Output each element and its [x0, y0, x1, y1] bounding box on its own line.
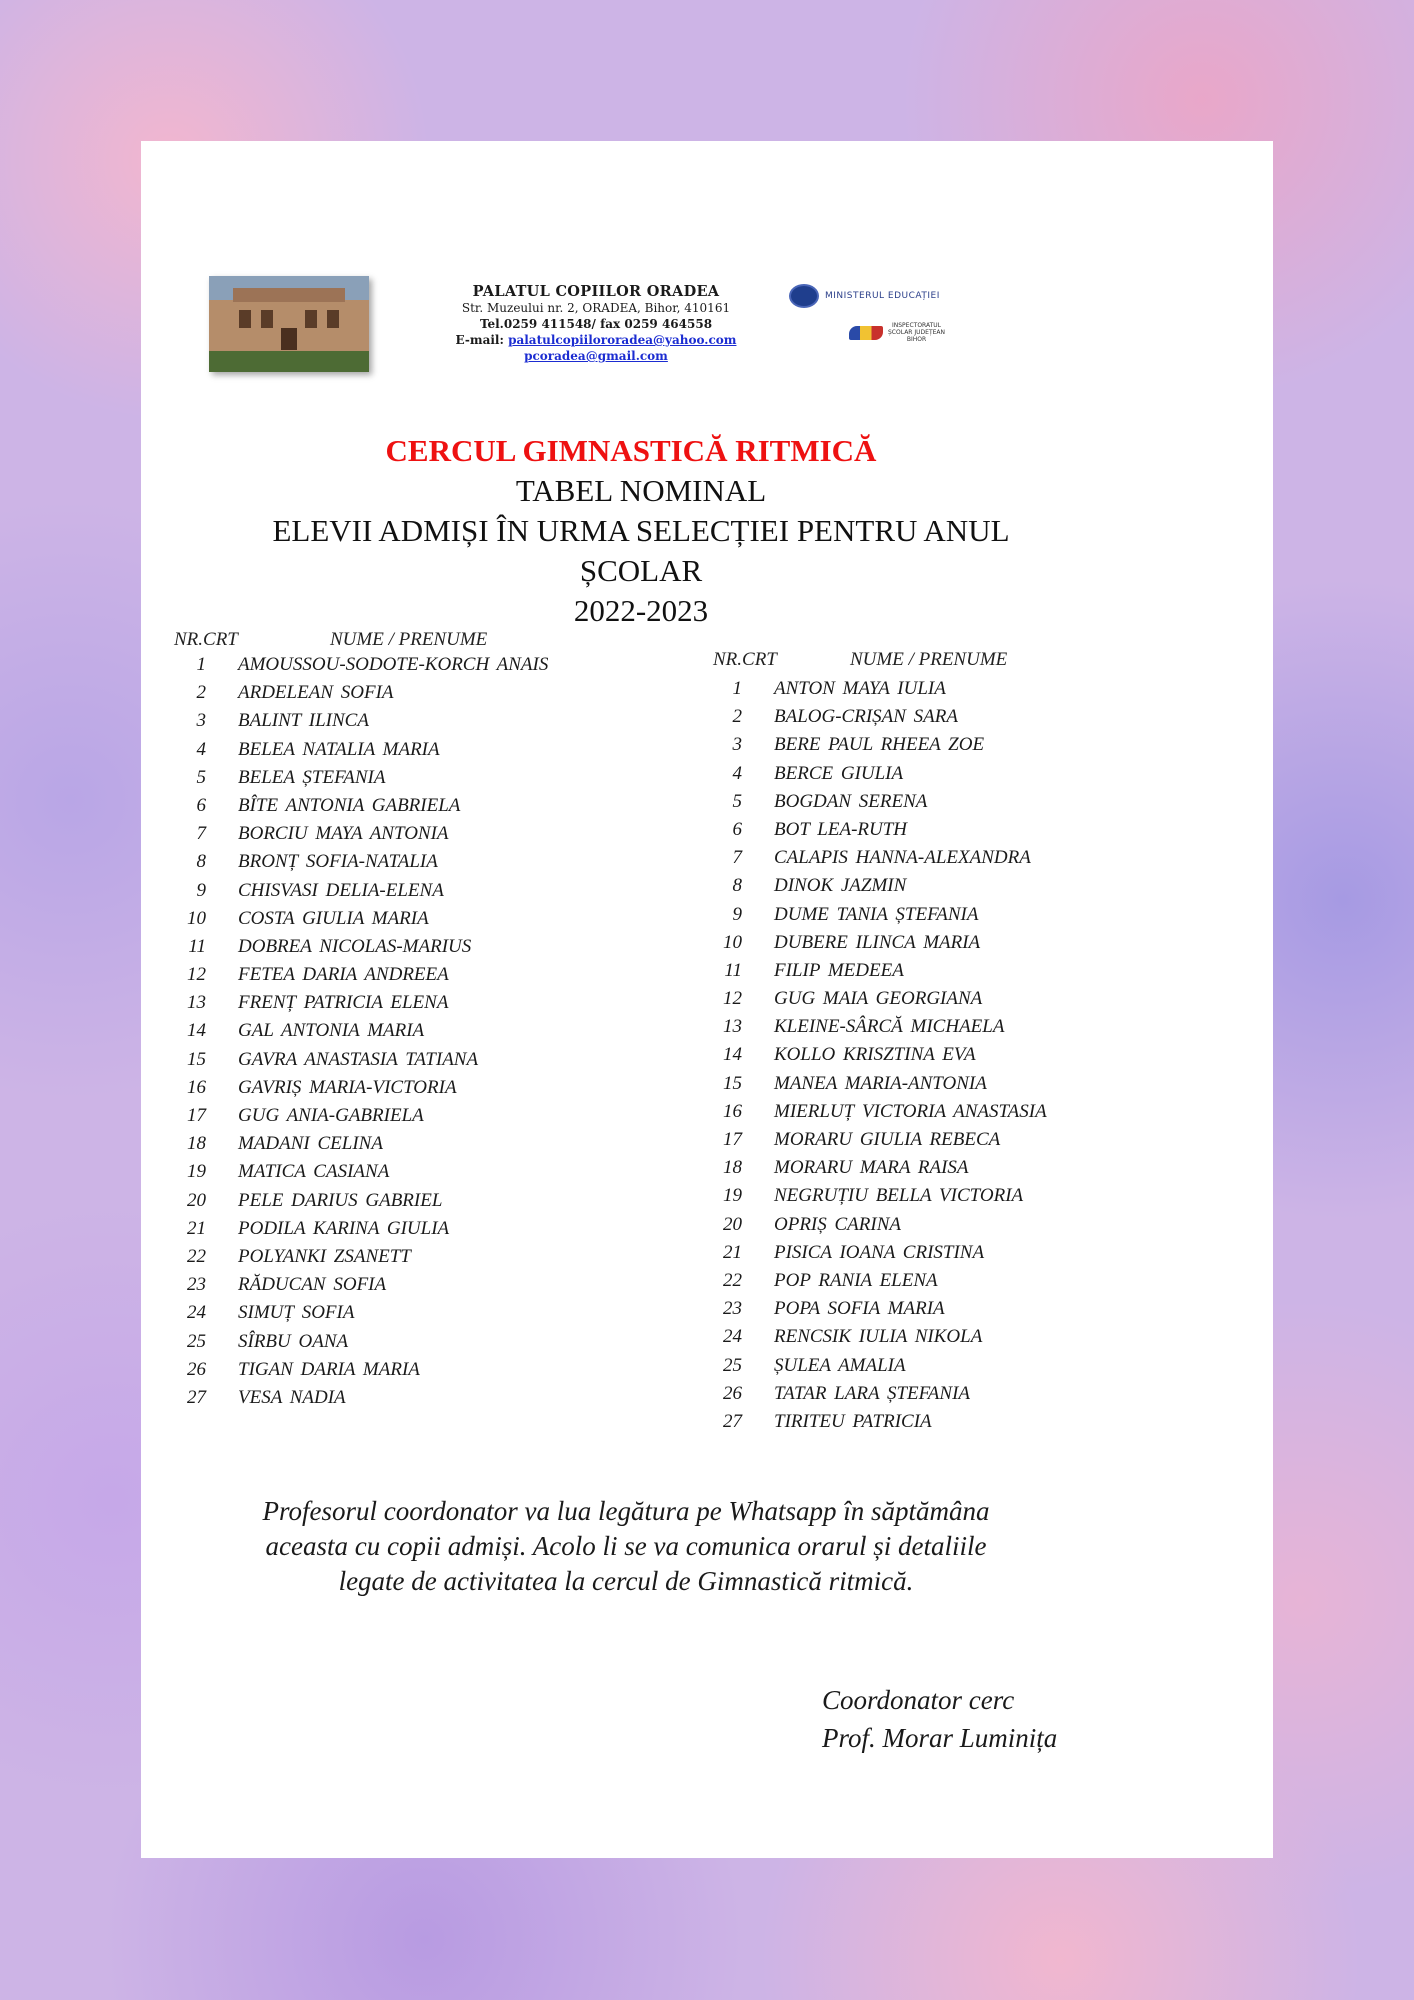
student-name: BERCE GIULIA [774, 762, 904, 784]
student-row [166, 1302, 686, 1330]
student-row [702, 1185, 1222, 1213]
row-number: 24 [723, 1326, 742, 1348]
student-row [166, 936, 686, 964]
row-number: 4 [732, 762, 742, 784]
title-line1: TABEL NOMINAL [515, 473, 767, 508]
inspectorate-line2: ȘCOLAR JUDEȚEAN [888, 329, 946, 336]
note-line3: legate de activitatea la cercul de Gimnastică ritmică. [338, 1566, 914, 1596]
student-row [166, 654, 686, 682]
student-row [166, 767, 686, 795]
row-number: 15 [187, 1048, 206, 1070]
student-name: ȘULEA AMALIA [774, 1354, 906, 1376]
student-name: MATICA CASIANA [238, 1161, 390, 1183]
coordinator-note [201, 1494, 1051, 1599]
student-row [702, 875, 1222, 903]
org-address: Str. Muzeului nr. 2, ORADEA, Bihor, 410161 [461, 301, 731, 315]
student-row [166, 851, 686, 879]
row-number: 11 [724, 959, 742, 981]
student-row [702, 1355, 1222, 1383]
row-number: 8 [732, 875, 742, 897]
row-number: 23 [187, 1274, 206, 1296]
student-row [702, 1157, 1222, 1185]
row-number: 21 [723, 1241, 742, 1263]
student-row [702, 1242, 1222, 1270]
student-name: GAL ANTONIA MARIA [238, 1020, 425, 1042]
row-number: 18 [187, 1133, 206, 1155]
row-number: 17 [723, 1129, 742, 1150]
row-number: 11 [188, 935, 206, 957]
student-row [166, 1020, 686, 1048]
student-name: BALINT ILINCA [238, 710, 369, 732]
student-name: ARDELEAN SOFIA [238, 682, 394, 704]
row-number: 1 [732, 678, 742, 699]
note-line2: aceasta cu copii admiși. Acolo li se va comunica orarul și detaliile [265, 1531, 987, 1561]
student-name: POLYANKI ZSANETT [238, 1245, 411, 1267]
student-name: TIRITEU PATRICIA [774, 1410, 932, 1432]
student-row [166, 880, 686, 908]
row-number: 20 [187, 1189, 206, 1211]
right-header-nr: NR.CRT [713, 649, 777, 670]
student-row [166, 1331, 686, 1359]
row-number: 3 [732, 734, 742, 756]
student-row [166, 1049, 686, 1077]
row-number: 10 [723, 931, 742, 953]
row-number: 14 [723, 1044, 742, 1066]
student-name: BOT LEA-RUTH [774, 818, 908, 840]
student-row [166, 682, 686, 710]
student-name: CHISVASI DELIA-ELENA [238, 879, 444, 901]
student-name: GUG ANIA-GABRIELA [238, 1105, 424, 1126]
letterhead [209, 276, 969, 386]
student-name: BELEA ȘTEFANIA [238, 766, 386, 788]
student-row [702, 791, 1222, 819]
student-row [166, 964, 686, 992]
student-name: SIMUȚ SOFIA [238, 1302, 355, 1324]
student-name: VESA NADIA [238, 1386, 346, 1408]
student-row [166, 1077, 686, 1105]
title-line3: ȘCOLAR [579, 553, 703, 588]
student-name: BOGDAN SERENA [774, 790, 928, 812]
row-number: 14 [187, 1020, 206, 1042]
email-link-gmail[interactable]: pcoradea@gmail.com [524, 349, 668, 363]
title-year: 2022-2023 [573, 593, 709, 628]
row-number: 12 [187, 964, 206, 986]
student-name: FETEA DARIA ANDREEA [238, 964, 449, 986]
student-row [166, 710, 686, 738]
row-number: 5 [196, 766, 206, 788]
row-number: 4 [196, 738, 206, 760]
student-name: GUG MAIA GEORGIANA [774, 988, 983, 1010]
student-name: RENCSIK IULIA NIKOLA [774, 1326, 983, 1348]
row-number: 2 [196, 682, 206, 704]
student-name: DUME TANIA ȘTEFANIA [774, 903, 979, 925]
row-number: 19 [723, 1185, 742, 1207]
row-number: 10 [187, 907, 206, 929]
student-name: FILIP MEDEEA [774, 959, 904, 981]
row-number: 17 [187, 1105, 206, 1126]
student-name: KOLLO KRISZTINA EVA [774, 1044, 976, 1066]
student-name: MORARU GIULIA REBECA [774, 1129, 1001, 1150]
student-name: COSTA GIULIA MARIA [238, 907, 429, 929]
row-number: 26 [187, 1358, 206, 1380]
student-row [702, 932, 1222, 960]
building-photo [209, 276, 369, 372]
signature-role: Coordonator cerc [822, 1685, 1015, 1715]
row-number: 12 [723, 988, 742, 1010]
student-row [166, 823, 686, 851]
row-number: 27 [187, 1386, 206, 1408]
row-number: 25 [187, 1330, 206, 1352]
student-row [166, 1218, 686, 1246]
signature-name: Prof. Morar Luminița [822, 1723, 1058, 1753]
student-row [702, 1411, 1222, 1439]
row-number: 19 [187, 1161, 206, 1183]
student-name: MORARU MARA RAISA [774, 1157, 969, 1179]
row-number: 7 [196, 823, 206, 845]
student-row [702, 904, 1222, 932]
student-row [702, 1044, 1222, 1072]
document-titles [141, 431, 1141, 631]
student-name: BÎTE ANTONIA GABRIELA [238, 794, 461, 816]
student-row [166, 1105, 686, 1133]
row-number: 9 [196, 879, 206, 901]
student-row [166, 1190, 686, 1218]
student-row [702, 678, 1222, 706]
row-number: 8 [196, 851, 206, 873]
student-name: RĂDUCAN SOFIA [238, 1274, 387, 1296]
student-name: GAVRA ANASTASIA TATIANA [238, 1048, 479, 1070]
row-number: 22 [187, 1245, 206, 1267]
inspectorate-line3: BIHOR [906, 336, 927, 343]
student-row [702, 1214, 1222, 1242]
left-student-list [166, 654, 686, 1415]
circle-title: CERCUL GIMNASTICĂ RITMICĂ [385, 433, 877, 468]
inspectorate-flag-icon [849, 326, 883, 340]
student-name: BALOG-CRIȘAN SARA [774, 706, 959, 728]
ministry-logo [789, 284, 940, 308]
student-row [166, 739, 686, 767]
left-header-name: NUME / PRENUME [330, 629, 488, 650]
org-name: PALATUL COPIILOR ORADEA [472, 283, 720, 300]
row-number: 18 [723, 1157, 742, 1179]
ministry-seal-icon [789, 284, 819, 308]
student-name: POPA SOFIA MARIA [774, 1298, 945, 1320]
row-number: 15 [723, 1072, 742, 1094]
org-phone: Tel.0259 411548/ fax 0259 464558 [479, 317, 713, 331]
student-name: MADANI CELINA [238, 1133, 383, 1155]
row-number: 27 [723, 1410, 742, 1432]
student-name: NEGRUȚIU BELLA VICTORIA [774, 1185, 1024, 1207]
student-name: POP RANIA ELENA [774, 1269, 938, 1291]
student-name: BERE PAUL RHEEA ZOE [774, 734, 985, 756]
student-row [166, 1133, 686, 1161]
student-name: BRONȚ SOFIA-NATALIA [238, 851, 438, 873]
student-name: DUBERE ILINCA MARIA [774, 931, 981, 953]
student-row [166, 908, 686, 936]
student-row [702, 1383, 1222, 1411]
row-number: 6 [732, 818, 742, 840]
student-name: TIGAN DARIA MARIA [238, 1358, 420, 1380]
email-link-yahoo[interactable]: palatulcopiilororadea@yahoo.com [508, 333, 737, 347]
row-number: 5 [732, 790, 742, 812]
student-row [702, 1298, 1222, 1326]
inspectorate-line1: INSPECTORATUL [891, 322, 942, 329]
row-number: 2 [732, 706, 742, 728]
student-row [166, 1161, 686, 1189]
row-number: 7 [732, 847, 742, 869]
student-name: SÎRBU OANA [238, 1330, 349, 1352]
organization-info [421, 284, 771, 364]
student-row [702, 1129, 1222, 1157]
row-number: 20 [723, 1213, 742, 1235]
student-name: ANTON MAYA IULIA [774, 678, 946, 699]
student-row [166, 795, 686, 823]
row-number: 1 [196, 654, 206, 675]
student-row [702, 1270, 1222, 1298]
row-number: 26 [723, 1382, 742, 1404]
row-number: 24 [187, 1302, 206, 1324]
student-name: DOBREA NICOLAS-MARIUS [238, 935, 472, 957]
student-name: PISICA IOANA CRISTINA [774, 1241, 985, 1263]
note-line1: Profesorul coordonator va lua legătura pe Whatsapp în săptămâna [262, 1496, 990, 1526]
document-page [141, 141, 1273, 1858]
row-number: 21 [187, 1217, 206, 1239]
student-row [166, 1246, 686, 1274]
student-name: KLEINE-SÂRCĂ MICHAELA [774, 1016, 1005, 1038]
row-number: 3 [196, 710, 206, 732]
student-name: GAVRIȘ MARIA-VICTORIA [238, 1076, 457, 1098]
student-row [702, 960, 1222, 988]
student-row [166, 1387, 686, 1415]
student-name: PODILA KARINA GIULIA [238, 1217, 450, 1239]
right-student-list [702, 678, 1222, 1439]
right-header-name: NUME / PRENUME [850, 649, 1008, 670]
title-line2: ELEVII ADMIȘI ÎN URMA SELECȚIEI PENTRU ANUL [272, 513, 1010, 548]
student-row [702, 1016, 1222, 1044]
student-name: CALAPIS HANNA-ALEXANDRA [774, 847, 1031, 869]
student-row [702, 1326, 1222, 1354]
student-name: BELEA NATALIA MARIA [238, 738, 440, 760]
student-row [702, 1101, 1222, 1129]
row-number: 6 [196, 794, 206, 816]
student-name: TATAR LARA ȘTEFANIA [774, 1382, 971, 1404]
student-row [702, 706, 1222, 734]
student-row [166, 1359, 686, 1387]
row-number: 16 [187, 1076, 206, 1098]
left-header-nr: NR.CRT [174, 629, 238, 650]
email-label: E-mail: [455, 333, 509, 347]
student-row [166, 1274, 686, 1302]
row-number: 16 [723, 1100, 742, 1122]
row-number: 25 [723, 1354, 742, 1376]
student-name: AMOUSSOU-SODOTE-KORCH ANAIS [238, 654, 549, 675]
student-row [702, 847, 1222, 875]
row-number: 13 [723, 1016, 742, 1038]
student-name: OPRIȘ CARINA [774, 1213, 902, 1235]
student-row [702, 763, 1222, 791]
signature-block [822, 1681, 1057, 1757]
ministry-name: MINISTERUL EDUCAȚIEI [825, 291, 940, 301]
student-row [702, 819, 1222, 847]
student-name: FRENȚ PATRICIA ELENA [238, 992, 449, 1014]
row-number: 9 [732, 903, 742, 925]
row-number: 22 [723, 1269, 742, 1291]
student-name: BORCIU MAYA ANTONIA [238, 823, 449, 845]
student-row [702, 1073, 1222, 1101]
student-name: MANEA MARIA-ANTONIA [774, 1072, 987, 1094]
row-number: 13 [187, 992, 206, 1014]
student-row [702, 988, 1222, 1016]
student-row [702, 734, 1222, 762]
row-number: 23 [723, 1298, 742, 1320]
student-name: DINOK JAZMIN [774, 875, 907, 897]
inspectorate-logo [849, 322, 945, 343]
student-name: PELE DARIUS GABRIEL [238, 1189, 443, 1211]
student-name: MIERLUȚ VICTORIA ANASTASIA [774, 1100, 1047, 1122]
student-row [166, 992, 686, 1020]
